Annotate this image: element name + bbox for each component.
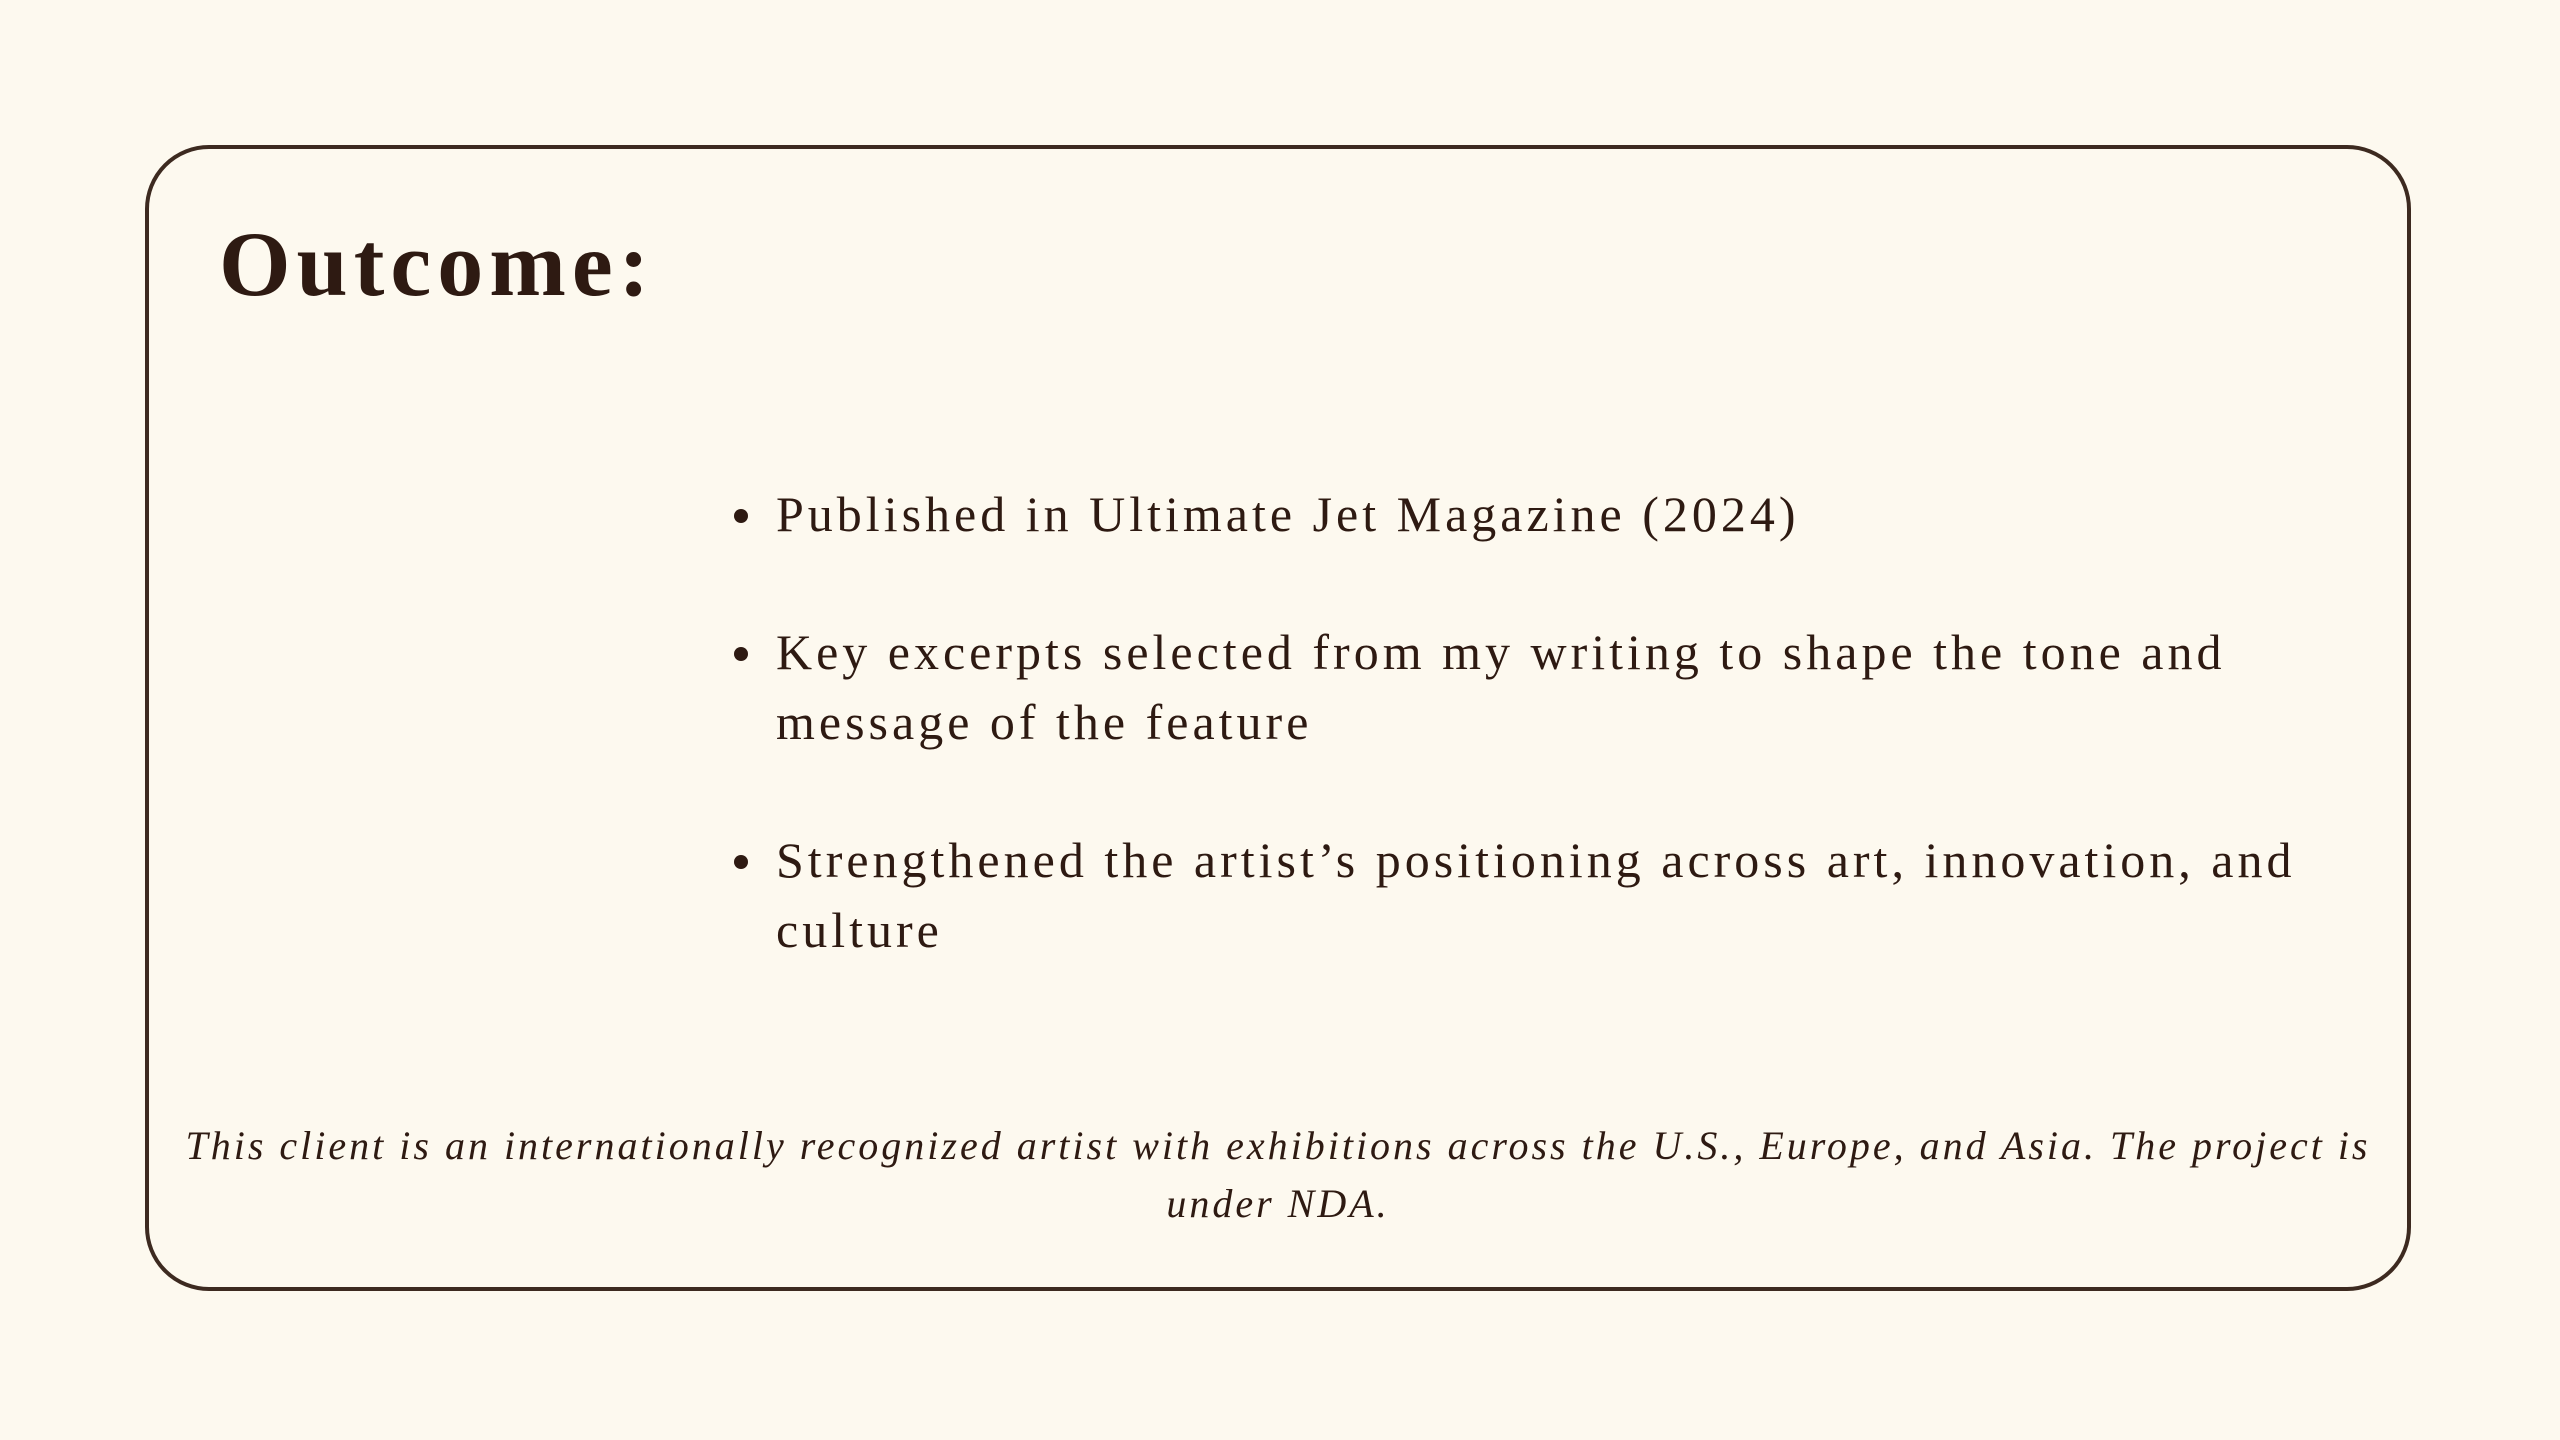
outcome-list: [734, 479, 2334, 1033]
bullet-icon: [734, 647, 748, 661]
list-item: [734, 479, 2334, 549]
outcome-title: Outcome:: [219, 213, 656, 315]
nda-footnote: This client is an internationally recognized artist with exhibitions across the U.S., Europe, and Asia. The project is under NDA.: [185, 1123, 2371, 1226]
list-item-text: Strengthened the artist’s positioning across art, innovation, and culture: [776, 832, 2296, 958]
bullet-icon: [734, 855, 748, 869]
list-item: [734, 617, 2334, 757]
list-item-text: Published in Ultimate Jet Magazine (2024): [776, 486, 1800, 542]
bullet-icon: [734, 509, 748, 523]
list-item: [734, 825, 2334, 965]
list-item-text: Key excerpts selected from my writing to shape the tone and message of the feature: [776, 624, 2226, 750]
outcome-card: [145, 145, 2411, 1291]
